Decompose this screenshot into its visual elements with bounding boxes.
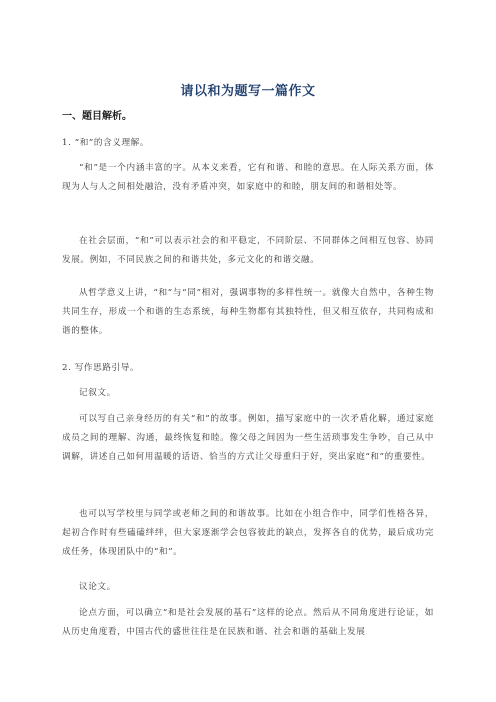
paragraph-narrative-2: 也可以写学校里与同学或老师之间的和谐故事。比如在小组合作中，同学们性格各异，起初合作时有些磕磕绊绊，但大家逐渐学会包容彼此的缺点，发挥各自的优势，最后成功完成任务，体现团队中的“和”。 xyxy=(62,509,434,557)
document-title: 请以和为题写一篇作文 xyxy=(180,84,316,99)
subheading-narrative: 记叙文。 xyxy=(79,388,116,398)
subheading-writing-guide: 2. 写作思路引导。 xyxy=(62,363,140,373)
paragraph-meaning-3: 从哲学意义上讲，“和”与“同”相对，强调事物的多样性统一。就像大自然中，各种生物共同生存，形成一个和谐的生态系统，每种生物都有其独特性，但又相互依存，共同构成和谐的整体。 xyxy=(62,288,434,336)
subheading-argumentative: 议论文。 xyxy=(79,582,116,592)
subheading-meaning: 1. “和”的含义理解。 xyxy=(62,138,150,148)
paragraph-meaning-2: 在社会层面，“和”可以表示社会的和平稳定，不同阶层、不同群体之间相互包容、协同发展。例如，不同民族之间的和谐共处，多元文化的和谐交融。 xyxy=(62,236,434,265)
paragraph-argumentative-1: 论点方面，可以确立“和是社会发展的基石”这样的论点。然后从不同角度进行论证，如从历史角度看，中国古代的盛世往往是在民族和谐、社会和谐的基础上发展 xyxy=(62,608,434,637)
paragraph-meaning-1: “和”是一个内涵丰富的字。从本义来看，它有和谐、和睦的意思。在人际关系方面，体现为人与人之间相处融洽，没有矛盾冲突，如家庭中的和睦，朋友间的和谐相处等。 xyxy=(62,163,434,192)
section-heading: 一、题目解析。 xyxy=(62,111,132,122)
paragraph-narrative-1: 可以写自己亲身经历的有关“和”的故事。例如，描写家庭中的一次矛盾化解，通过家庭成员之间的理解、沟通，最终恢复和睦。像父母之间因为一些生活琐事发生争吵，自己从中调解，讲述自己如何用温暖的话语、恰当的方式让父母重归于好，突出家庭“和”的重要性。 xyxy=(62,414,434,462)
